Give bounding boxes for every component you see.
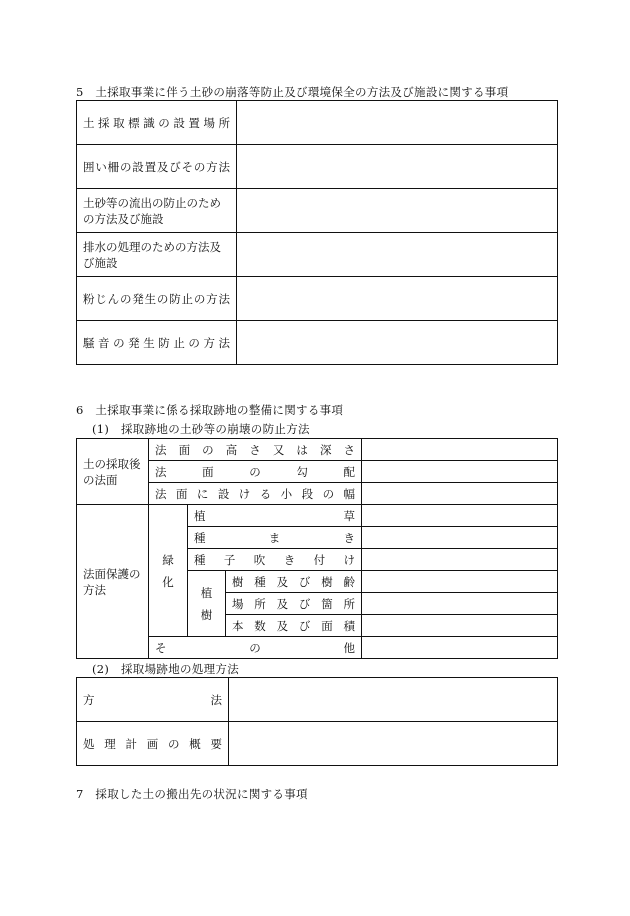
section6-heading: 6 土採取事業に係る採取跡地の整備に関する事項 bbox=[76, 403, 344, 417]
input-seeding[interactable] bbox=[362, 527, 558, 549]
label-slope-height: 法面の高さ又は深さ bbox=[149, 439, 362, 461]
input-noise-prevention[interactable] bbox=[237, 321, 558, 365]
input-drainage[interactable] bbox=[237, 233, 558, 277]
label-dust-prevention: 粉じんの発生の防止の方法 bbox=[77, 277, 237, 321]
label-fence: 囲い柵の設置及びその方法 bbox=[77, 145, 237, 189]
label-seeding: 種まき bbox=[188, 527, 362, 549]
input-other[interactable] bbox=[362, 637, 558, 659]
input-sign-location[interactable] bbox=[237, 101, 558, 145]
label-seed-spraying: 種子吹き付け bbox=[188, 549, 362, 571]
label-outflow-prevention: 土砂等の流出の防止のための方法及び施設 bbox=[77, 189, 237, 233]
input-tree-species-age[interactable] bbox=[362, 571, 558, 593]
input-outflow-prevention[interactable] bbox=[237, 189, 558, 233]
section5-table bbox=[76, 100, 558, 365]
input-slope-gradient[interactable] bbox=[362, 461, 558, 483]
label-grass-planting: 植草 bbox=[188, 505, 362, 527]
label-method: 方法 bbox=[77, 678, 229, 722]
label-slope-gradient: 法面の勾配 bbox=[149, 461, 362, 483]
input-method[interactable] bbox=[229, 678, 558, 722]
section6-sub1-heading: (1) 採取跡地の土砂等の崩壊の防止方法 bbox=[92, 422, 310, 436]
label-tree-location: 場所及び箇所 bbox=[226, 593, 362, 615]
input-fence[interactable] bbox=[237, 145, 558, 189]
label-berm-width: 法面に設ける小段の幅 bbox=[149, 483, 362, 505]
input-dust-prevention[interactable] bbox=[237, 277, 558, 321]
site-treatment-table bbox=[76, 677, 558, 766]
input-slope-height[interactable] bbox=[362, 439, 558, 461]
section7-heading: 7 採取した土の搬出先の状況に関する事項 bbox=[76, 787, 308, 801]
label-other: その他 bbox=[149, 637, 362, 659]
input-berm-width[interactable] bbox=[362, 483, 558, 505]
label-drainage: 排水の処理のための方法及び施設 bbox=[77, 233, 237, 277]
input-tree-count-area[interactable] bbox=[362, 615, 558, 637]
label-tree-count-area: 本数及び面積 bbox=[226, 615, 362, 637]
label-tree-species-age: 樹種及び樹齢 bbox=[226, 571, 362, 593]
label-noise-prevention: 騒音の発生防止の方法 bbox=[77, 321, 237, 365]
input-seed-spraying[interactable] bbox=[362, 549, 558, 571]
slope-table bbox=[76, 438, 558, 659]
label-sign-location: 土採取標識の設置場所 bbox=[77, 101, 237, 145]
input-grass-planting[interactable] bbox=[362, 505, 558, 527]
label-slope-protection: 法面保護の方法 bbox=[77, 505, 149, 659]
label-post-excavation-slope: 土の採取後の法面 bbox=[77, 439, 149, 505]
input-tree-location[interactable] bbox=[362, 593, 558, 615]
label-greening: 緑化 bbox=[149, 505, 188, 637]
section5-heading: 5 土採取事業に伴う土砂の崩落等防止及び環境保全の方法及び施設に関する事項 bbox=[76, 85, 509, 99]
label-treatment-plan-summary: 処理計画の概要 bbox=[77, 722, 229, 766]
section6-sub2-heading: (2) 採取場跡地の処理方法 bbox=[92, 662, 239, 676]
input-treatment-plan-summary[interactable] bbox=[229, 722, 558, 766]
label-tree-planting: 植樹 bbox=[188, 571, 226, 637]
